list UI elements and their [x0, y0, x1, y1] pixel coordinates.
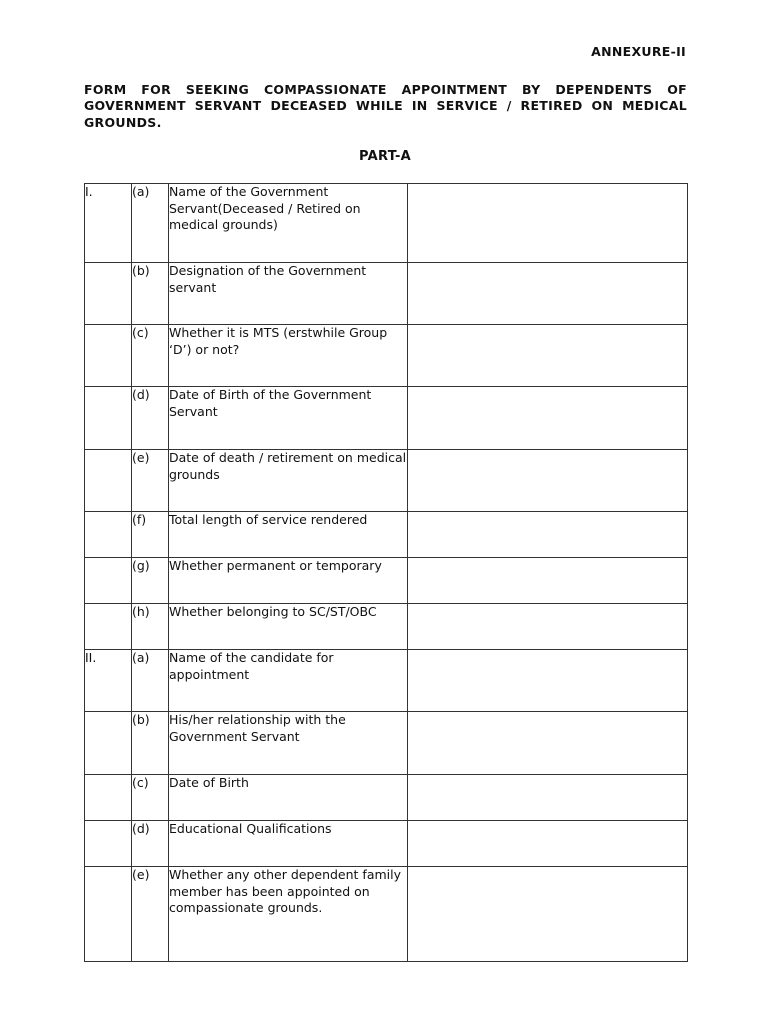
- item-letter: (g): [132, 558, 169, 604]
- table-row: [85, 450, 688, 512]
- item-letter: (h): [132, 604, 169, 650]
- table-row: [85, 558, 688, 604]
- table-row: [85, 604, 688, 650]
- field-label: Whether belonging to SC/ST/OBC: [169, 604, 408, 650]
- table-row: [85, 325, 688, 387]
- field-value[interactable]: [408, 263, 688, 325]
- field-label: Whether permanent or temporary: [169, 558, 408, 604]
- section-number: [85, 263, 132, 325]
- section-number: [85, 325, 132, 387]
- field-value[interactable]: [408, 821, 688, 867]
- table-row: [85, 387, 688, 450]
- item-letter: (b): [132, 263, 169, 325]
- section-number: [85, 387, 132, 450]
- field-label: His/her relationship with the Government Servant: [169, 712, 408, 775]
- section-number: [85, 712, 132, 775]
- section-number: I.: [85, 184, 132, 263]
- field-value[interactable]: [408, 450, 688, 512]
- field-value[interactable]: [408, 650, 688, 712]
- item-letter: (e): [132, 450, 169, 512]
- field-label: Date of Birth of the Government Servant: [169, 387, 408, 450]
- item-letter: (a): [132, 184, 169, 263]
- table-row: [85, 867, 688, 962]
- section-number: [85, 867, 132, 962]
- table-row: [85, 184, 688, 263]
- field-value[interactable]: [408, 712, 688, 775]
- field-label: Date of Birth: [169, 775, 408, 821]
- section-number: II.: [85, 650, 132, 712]
- part-heading: PART-A: [358, 149, 412, 164]
- form-table: [84, 183, 688, 962]
- field-label: Name of the Government Servant(Deceased / Retired on medical grounds): [169, 184, 408, 263]
- table-row: [85, 821, 688, 867]
- table-row: [85, 512, 688, 558]
- section-number: [85, 558, 132, 604]
- section-number: [85, 450, 132, 512]
- field-label: Total length of service rendered: [169, 512, 408, 558]
- item-letter: (e): [132, 867, 169, 962]
- section-number: [85, 604, 132, 650]
- field-value[interactable]: [408, 184, 688, 263]
- item-letter: (b): [132, 712, 169, 775]
- field-value[interactable]: [408, 604, 688, 650]
- item-letter: (c): [132, 775, 169, 821]
- table-row: [85, 263, 688, 325]
- item-letter: (d): [132, 387, 169, 450]
- field-label: Whether any other dependent family member has been appointed on compassionate grounds.: [169, 867, 408, 962]
- table-row: [85, 775, 688, 821]
- item-letter: (f): [132, 512, 169, 558]
- field-label: Educational Qualifications: [169, 821, 408, 867]
- table-row: [85, 650, 688, 712]
- section-number: [85, 821, 132, 867]
- table-row: [85, 712, 688, 775]
- section-number: [85, 512, 132, 558]
- item-letter: (c): [132, 325, 169, 387]
- item-letter: (d): [132, 821, 169, 867]
- field-value[interactable]: [408, 512, 688, 558]
- form-title: FORM FOR SEEKING COMPASSIONATE APPOINTMENT BY DEPENDENTS OF GOVERNMENT SERVANT DECEASED WHILE IN SERVICE / RETIRED ON MEDICAL GROUNDS.: [84, 82, 687, 130]
- field-value[interactable]: [408, 558, 688, 604]
- field-value[interactable]: [408, 387, 688, 450]
- item-letter: (a): [132, 650, 169, 712]
- field-label: Designation of the Government servant: [169, 263, 408, 325]
- field-value[interactable]: [408, 325, 688, 387]
- section-number: [85, 775, 132, 821]
- field-label: Name of the candidate for appointment: [169, 650, 408, 712]
- field-value[interactable]: [408, 775, 688, 821]
- field-label: Date of death / retirement on medical grounds: [169, 450, 408, 512]
- field-label: Whether it is MTS (erstwhile Group ‘D’) or not?: [169, 325, 408, 387]
- annexure-label: ANNEXURE-II: [591, 44, 686, 59]
- field-value[interactable]: [408, 867, 688, 962]
